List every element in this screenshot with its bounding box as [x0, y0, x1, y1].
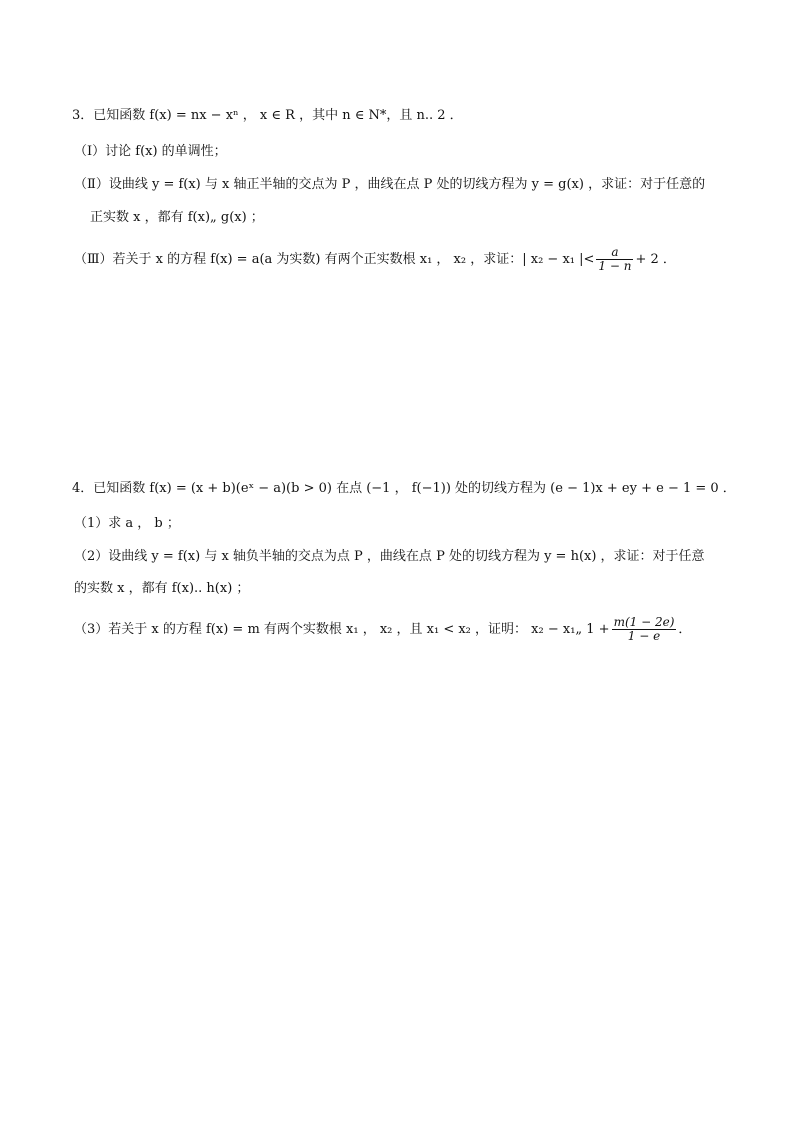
problem-3-part-3-text: （Ⅲ）若关于 x 的方程 f(x) = a(a 为实数) 有两个正实数根 x₁ ， x₂ ，求证：| x₂ − x₁ |<	[74, 252, 595, 267]
fraction	[612, 616, 677, 643]
problem-3-part-3-suffix: + 2 ．	[635, 252, 676, 267]
problem-3-stem: 3．已知函数 f(x) = nx − xⁿ ， x ∈ R ，其中 n ∈ N*，且 n.. 2 ．	[72, 108, 463, 123]
problem-4-part-2-cont: 的实数 x ，都有 f(x).. h(x) ；	[74, 581, 250, 596]
problem-4-part-1: （1）求 a ， b ；	[74, 516, 180, 531]
problem-4-part-3	[74, 616, 691, 643]
problem-3-part-2: （Ⅱ）设曲线 y = f(x) 与 x 轴正半轴的交点为 P ，曲线在点 P 处的切线方程为 y = g(x) ，求证：对于任意的	[74, 177, 706, 192]
fraction-denominator: 1 − e	[627, 629, 661, 643]
problem-4-part-3-text: （3）若关于 x 的方程 f(x) = m 有两个实数根 x₁ ， x₂ ，且 x₁ < x₂ ，证明： x₂ − x₁„ 1 +	[74, 622, 610, 637]
problem-4-part-3-suffix: ．	[678, 622, 692, 637]
problem-4-part-2: （2）设曲线 y = f(x) 与 x 轴负半轴的交点为点 P ，曲线在点 P 处的切线方程为 y = h(x) ，求证：对于任意	[74, 549, 705, 564]
problem-4-stem: 4．已知函数 f(x) = (x + b)(eˣ − a)(b > 0) 在点 (−1 ， f(−1)) 处的切线方程为 (e − 1)x + ey + e − 1 = 0 ．	[72, 481, 736, 496]
fraction	[596, 246, 633, 273]
fraction-denominator: 1 − n	[598, 259, 632, 273]
fraction-numerator: a	[596, 246, 633, 260]
problem-3-part-2-cont: 正实数 x ，都有 f(x)„ g(x) ；	[90, 210, 264, 225]
fraction-numerator: m(1 − 2e)	[613, 615, 675, 629]
problem-3-part-3	[74, 246, 676, 273]
problem-3-part-1: （Ⅰ）讨论 f(x) 的单调性；	[74, 144, 227, 159]
